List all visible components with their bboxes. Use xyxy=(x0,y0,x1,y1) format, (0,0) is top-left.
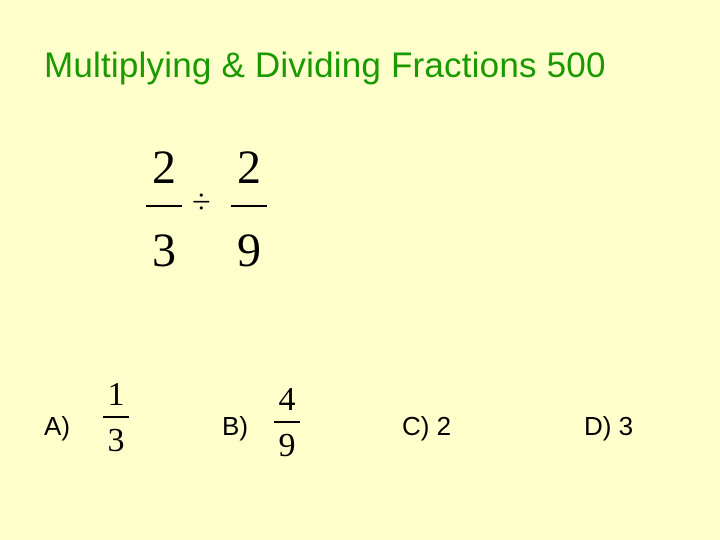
slide-title: Multiplying & Dividing Fractions 500 xyxy=(44,46,606,85)
answer-d[interactable]: D) 3 xyxy=(584,411,634,441)
fraction-bar xyxy=(146,205,182,207)
answer-b-label[interactable]: B) xyxy=(222,411,248,441)
question-left-numerator: 2 xyxy=(152,141,176,194)
answer-a-label[interactable]: A) xyxy=(44,411,70,441)
answer-a-fraction[interactable] xyxy=(103,378,129,458)
question-right-numerator: 2 xyxy=(237,141,261,194)
question-left-denominator: 3 xyxy=(152,224,176,277)
question-right-denominator: 9 xyxy=(237,224,261,277)
answer-b-numerator: 4 xyxy=(278,381,296,418)
answer-b-fraction[interactable] xyxy=(274,383,300,463)
question-fraction-left xyxy=(146,141,182,277)
question-fraction-right xyxy=(231,141,267,277)
divide-operator: ÷ xyxy=(192,184,211,221)
answer-b-denominator: 9 xyxy=(278,426,296,464)
answer-a-denominator: 3 xyxy=(107,421,125,459)
answer-c[interactable]: C) 2 xyxy=(402,411,452,441)
fraction-bar xyxy=(231,205,267,207)
fraction-bar xyxy=(103,416,129,418)
answer-a-numerator: 1 xyxy=(107,376,125,413)
fraction-bar xyxy=(274,421,300,423)
